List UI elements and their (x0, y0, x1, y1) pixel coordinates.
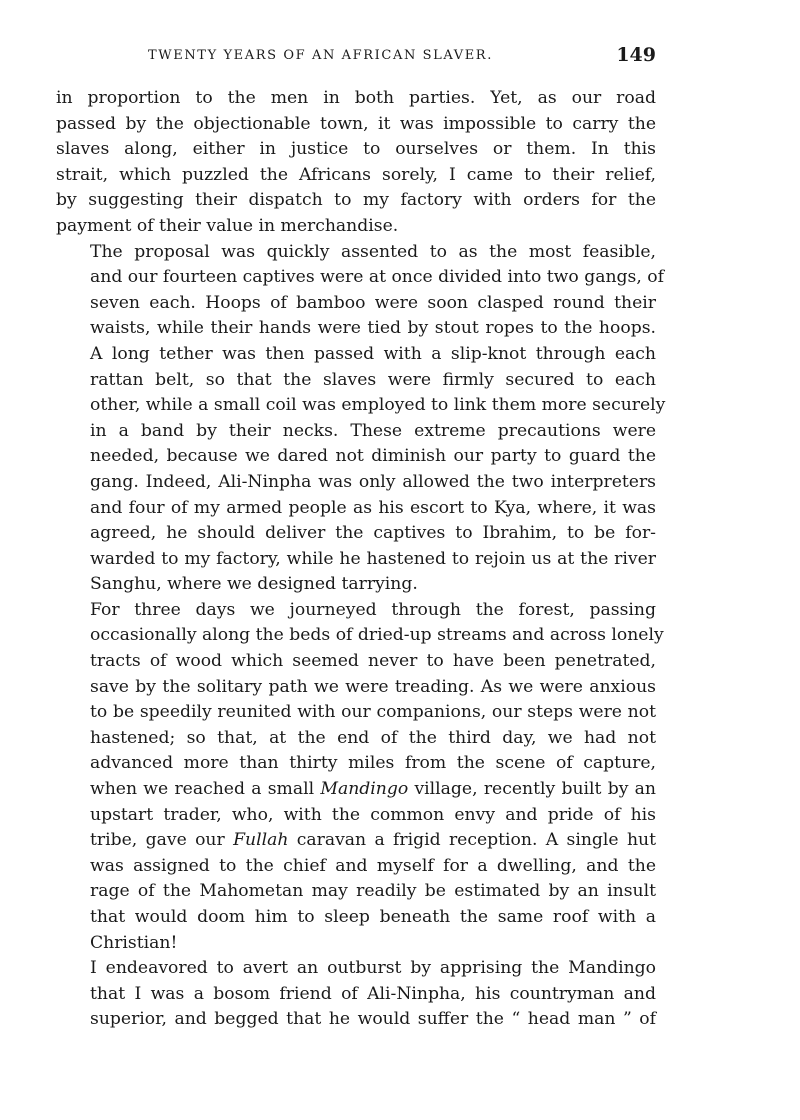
text-line: hastened; so that, at the end of the third day, we had not (90, 727, 656, 748)
text-line: The proposal was quickly assented to as the most feasible, (90, 241, 656, 262)
text-line: in a band by their necks. These extreme precautions were (90, 420, 656, 441)
text-line: that would doom him to sleep beneath the same roof with a (90, 907, 656, 927)
text-line: I endeavored to avert an outburst by apprising the Mandingo (90, 958, 656, 979)
paragraph (56, 240, 666, 598)
text-line: when we reached a small Mandingo village, recently built by an (90, 779, 656, 800)
text-line: in proportion to the men in both parties. Yet, as our road (56, 88, 656, 108)
text-line: advanced more than thirty miles from the scene of capture, (90, 753, 656, 774)
text-line: rage of the Mahometan may readily be estimated by an insult (90, 881, 656, 902)
text-line: passed by the objectionable town, it was impossible to carry the (56, 113, 656, 134)
text-line: and four of my armed people as his escort to Kya, where, it was (90, 497, 656, 518)
text-line: strait, which puzzled the Africans sorely, I came to their relief, (56, 164, 656, 185)
paragraph (56, 956, 656, 1033)
text-line: save by the solitary path we were treading. As we were anxious (90, 676, 656, 697)
text-line: slaves along, either in justice to ourselves or them. In this (56, 139, 656, 160)
running-title: TWENTY YEARS OF AN AFRICAN SLAVER. (148, 48, 493, 63)
text-line: other, while a small coil was employed to link them more securely (90, 395, 666, 416)
text-line: For three days we journeyed through the forest, passing (90, 599, 656, 620)
text-line: gang. Indeed, Ali-Ninpha was only allowed the two interpreters (90, 471, 656, 492)
text-line: waists, while their hands were tied by stout ropes to the hoops. (90, 318, 656, 339)
text-line: rattan belt, so that the slaves were firmly secured to each (90, 369, 656, 390)
text-line: superior, and begged that he would suffer the “ head man ” of (90, 1009, 656, 1030)
text-line: Sanghu, where we designed tarrying. (90, 574, 418, 595)
text-line: by suggesting their dispatch to my factory with orders for the (56, 190, 656, 211)
text-line: tracts of wood which seemed never to have been penetrated, (90, 651, 656, 672)
text-line: warded to my factory, while he hastened to rejoin us at the river (90, 548, 656, 569)
text-line: was assigned to the chief and myself for a dwelling, and the (90, 855, 656, 876)
text-line: Christian! (90, 932, 178, 953)
paragraph (56, 598, 664, 956)
text-line: A long tether was then passed with a slip-knot through each (90, 343, 656, 364)
text-line: seven each. Hoops of bamboo were soon clasped round their (90, 292, 656, 313)
body-text (56, 86, 666, 1033)
text-line: and our fourteen captives were at once divided into two gangs, of (90, 267, 664, 288)
text-line: agreed, he should deliver the captives to Ibrahim, to be for- (90, 523, 656, 544)
text-line: payment of their value in merchandise. (56, 215, 399, 236)
running-header (56, 44, 656, 72)
text-line: upstart trader, who, with the common envy and pride of his (90, 804, 656, 825)
text-line: occasionally along the beds of dried-up streams and across lonely (90, 625, 664, 646)
text-line: that I was a bosom friend of Ali-Ninpha, his countryman and (90, 983, 656, 1004)
text-line: tribe, gave our Fullah caravan a frigid reception. A single hut (90, 830, 656, 851)
paragraph (56, 86, 656, 240)
page-number: 149 (616, 44, 656, 66)
text-line: to be speedily reunited with our companions, our steps were not (90, 702, 656, 723)
text-line: needed, because we dared not diminish our party to guard the (90, 446, 656, 467)
